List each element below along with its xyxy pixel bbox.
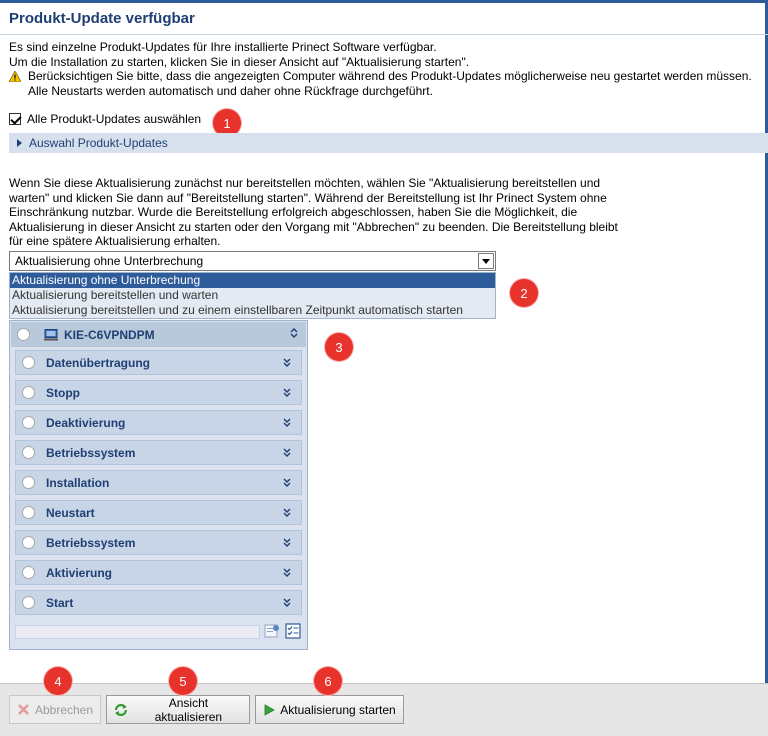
double-chevron-down-icon[interactable] xyxy=(283,388,291,397)
cancel-x-icon xyxy=(17,703,30,716)
callout-badge-5: 5 xyxy=(169,667,197,695)
dropdown-option[interactable]: Aktualisierung bereitstellen und warten xyxy=(12,288,219,302)
callout-badge-4: 4 xyxy=(44,667,72,695)
step-row[interactable] xyxy=(15,590,302,615)
warning-line-1: Berücksichtigen Sie bitte, dass die angezeigten Computer während des Produkt-Updates möglicherweise neu gestartet werden müssen. xyxy=(28,69,752,83)
step-label: Installation xyxy=(46,475,110,490)
dropdown-options-list xyxy=(9,272,496,319)
callout-badge-1: 1 xyxy=(213,109,241,137)
section-toggle-product-updates[interactable] xyxy=(9,133,768,153)
intro-text xyxy=(9,40,759,69)
cancel-label: Abbrechen xyxy=(34,702,94,717)
step-row[interactable] xyxy=(15,530,302,555)
dropdown-option[interactable]: Aktualisierung ohne Unterbrechung xyxy=(10,273,495,288)
refresh-view-button[interactable] xyxy=(106,695,250,724)
section-label: Auswahl Produkt-Updates xyxy=(29,136,168,150)
step-radio[interactable] xyxy=(22,416,35,429)
step-label: Deaktivierung xyxy=(46,415,126,430)
step-label: Datenübertragung xyxy=(46,355,151,370)
dropdown-option[interactable]: Aktualisierung bereitstellen und zu einem einstellbaren Zeitpunkt automatisch starten xyxy=(12,303,463,317)
step-row[interactable] xyxy=(15,470,302,495)
double-chevron-down-icon[interactable] xyxy=(283,358,291,367)
checklist-icon[interactable] xyxy=(285,623,302,639)
step-row[interactable] xyxy=(15,500,302,525)
refresh-icon xyxy=(113,702,129,718)
step-radio[interactable] xyxy=(22,536,35,549)
double-chevron-down-icon[interactable] xyxy=(283,448,291,457)
computer-header[interactable] xyxy=(11,322,306,347)
intro-line-1: Es sind einzelne Produkt-Updates für Ihre installierte Prinect Software verfügbar. xyxy=(9,40,437,54)
window-top-border xyxy=(0,0,768,3)
update-mode-dropdown[interactable] xyxy=(9,251,496,271)
warning-line-2: Alle Neustarts werden automatisch und daher ohne Rückfrage durchgeführt. xyxy=(28,83,433,98)
step-radio[interactable] xyxy=(22,566,35,579)
step-label: Aktivierung xyxy=(46,565,113,580)
progress-field xyxy=(15,625,260,639)
start-update-button[interactable] xyxy=(255,695,404,724)
double-chevron-down-icon[interactable] xyxy=(283,598,291,607)
double-chevron-down-icon[interactable] xyxy=(283,538,291,547)
step-radio[interactable] xyxy=(22,596,35,609)
step-row[interactable] xyxy=(15,380,302,405)
step-radio[interactable] xyxy=(22,356,35,369)
step-label: Neustart xyxy=(46,505,95,520)
play-icon xyxy=(263,704,275,716)
step-radio[interactable] xyxy=(22,386,35,399)
warning-note xyxy=(9,69,764,98)
page-title: Produkt-Update verfügbar xyxy=(9,10,195,27)
intro-line-2: Um die Installation zu starten, klicken Sie in dieser Ansicht auf "Aktualisierung starten". xyxy=(9,54,470,69)
description-text: Wenn Sie diese Aktualisierung zunächst nur bereitstellen möchten, wählen Sie "Aktualisierung bereitstellen und warten" und klicken Sie dann auf "Bereitstellung starten". Während der Bereitstellung ist Ihr Prinect System ohne Einschränkung nutzbar. Wurde die Bereitstellung erfolgreich abgeschlossen, haben Sie die Möglichkeit, die Aktualisierung in dieser Ansicht zu starten oder den Vorgang mit "Abbrechen" zu beenden. Die Bereitstellung bleibt für eine spätere Aktualisierung erhalten. xyxy=(9,176,618,248)
step-label: Start xyxy=(46,595,74,610)
callout-badge-3: 3 xyxy=(325,333,353,361)
callout-badge-6: 6 xyxy=(314,667,342,695)
select-all-row[interactable] xyxy=(9,112,201,126)
double-chevron-down-icon[interactable] xyxy=(283,568,291,577)
step-row[interactable] xyxy=(15,440,302,465)
title-divider xyxy=(0,34,768,35)
expand-triangle-icon xyxy=(17,139,22,147)
cancel-button[interactable] xyxy=(9,695,101,724)
double-chevron-down-icon[interactable] xyxy=(283,478,291,487)
double-chevron-down-icon[interactable] xyxy=(283,508,291,517)
collapse-updown-icon[interactable] xyxy=(290,327,298,339)
warning-icon xyxy=(9,71,21,82)
dropdown-value: Aktualisierung ohne Unterbrechung xyxy=(15,254,204,268)
step-label: Stopp xyxy=(46,385,80,400)
computer-icon xyxy=(44,329,58,341)
refresh-label: Ansicht aktualisieren xyxy=(154,695,223,724)
step-label: Betriebssystem xyxy=(46,445,136,460)
step-radio[interactable] xyxy=(22,446,35,459)
double-chevron-down-icon[interactable] xyxy=(283,418,291,427)
step-row[interactable] xyxy=(15,410,302,435)
step-radio[interactable] xyxy=(22,476,35,489)
computer-radio[interactable] xyxy=(17,328,30,341)
callout-badge-2: 2 xyxy=(510,279,538,307)
step-row[interactable] xyxy=(15,560,302,585)
step-radio[interactable] xyxy=(22,506,35,519)
select-all-label: Alle Produkt-Updates auswählen xyxy=(27,112,202,126)
select-all-checkbox[interactable] xyxy=(9,113,21,125)
step-row[interactable] xyxy=(15,350,302,375)
computer-panel xyxy=(9,320,308,650)
computer-name: KIE-C6VPNDPM xyxy=(64,327,155,342)
step-label: Betriebssystem xyxy=(46,535,136,550)
start-label: Aktualisierung starten xyxy=(280,702,396,717)
log-view-icon[interactable] xyxy=(264,623,281,639)
dropdown-arrow-icon[interactable] xyxy=(478,253,494,269)
